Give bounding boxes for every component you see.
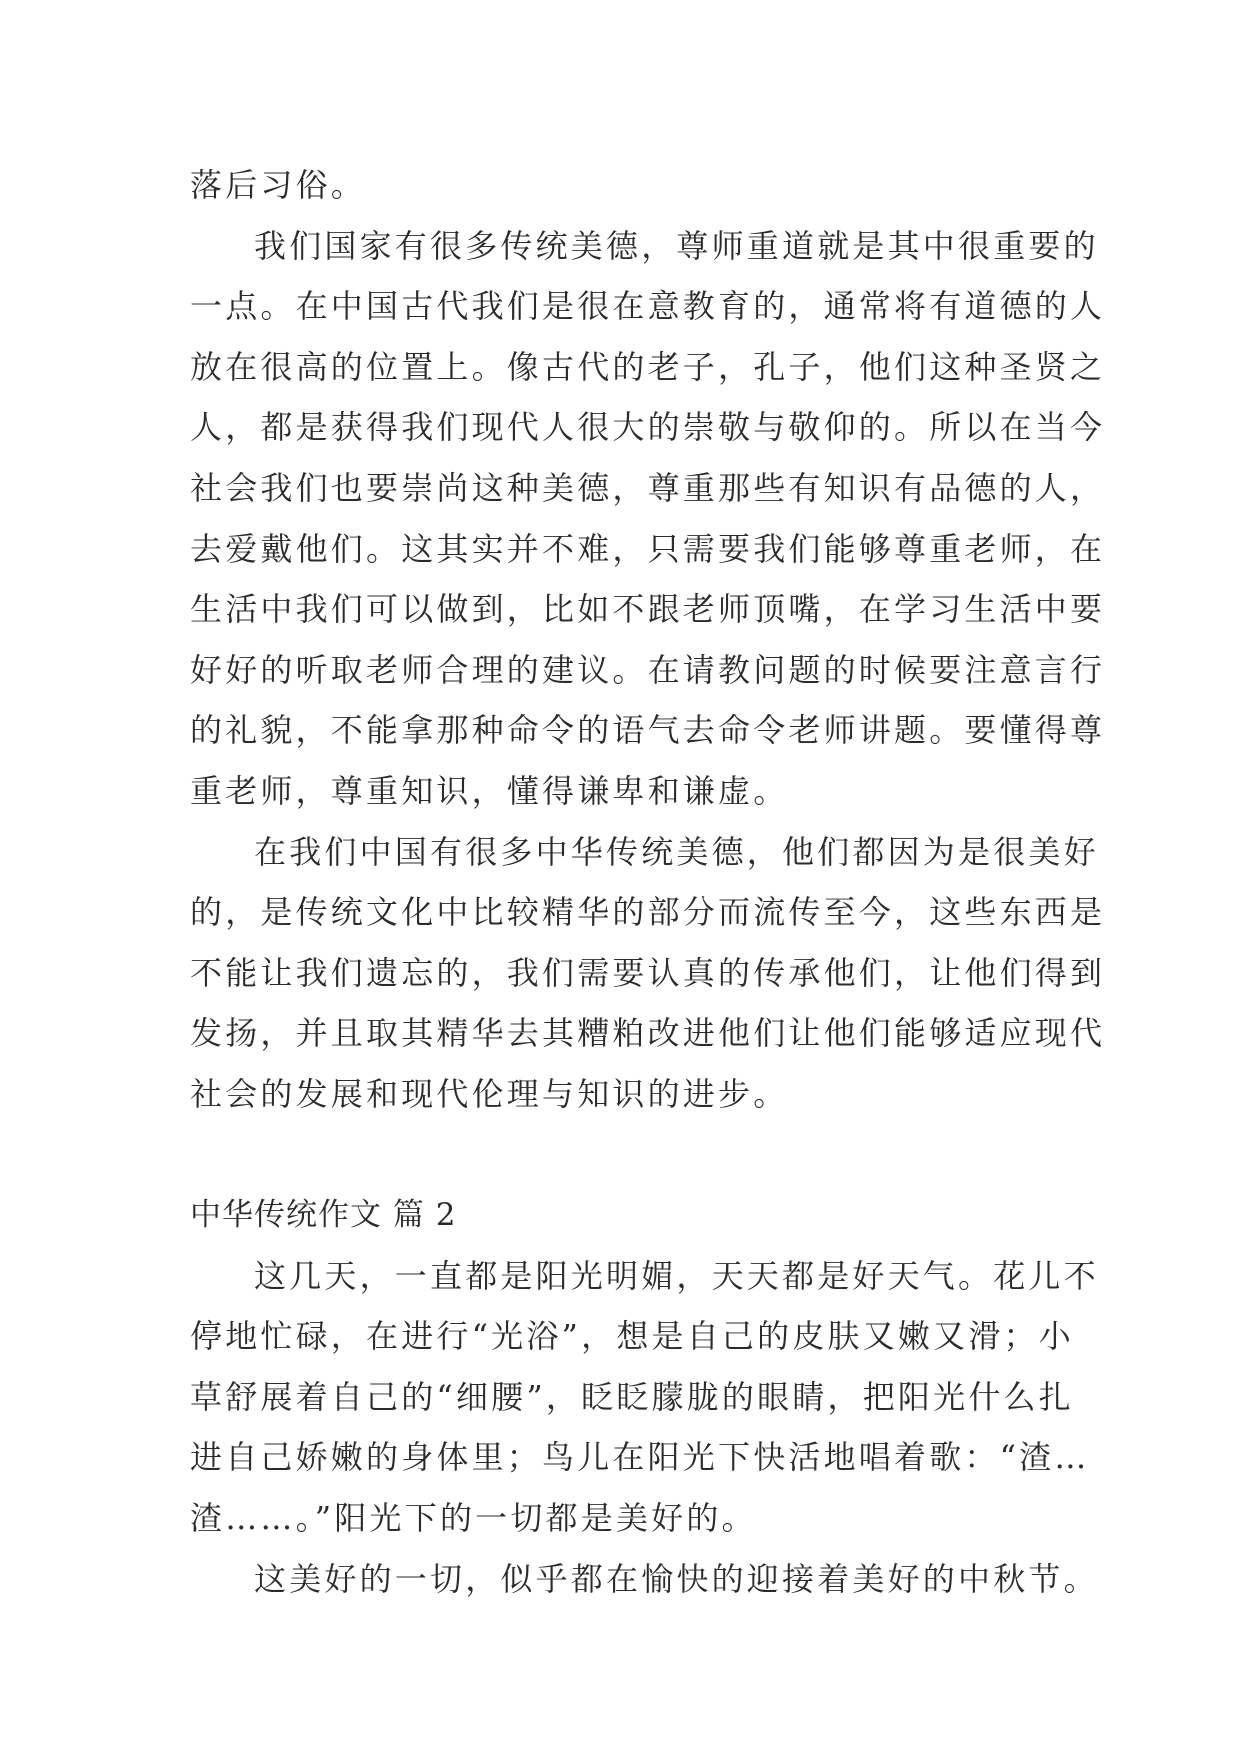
text-line: 我们国家有很多传统美德，尊师重道就是其中很重要的 bbox=[254, 226, 1099, 265]
text-line: 重老师，尊重知识，懂得谦卑和谦虚。 bbox=[190, 771, 789, 810]
text-line: 渣……。”阳光下的一切都是美好的。 bbox=[190, 1499, 757, 1538]
document-body bbox=[190, 155, 1106, 1609]
paragraph-sunshine bbox=[190, 1246, 1099, 1549]
text-line: 好好的听取老师合理的建议。在请教问题的时候要注意言行 bbox=[190, 650, 1106, 689]
text-line: 的，是传统文化中比较精华的部分而流传至今，这些东西是 bbox=[190, 893, 1106, 932]
text-line: 生活中我们可以做到，比如不跟老师顶嘴，在学习生活中要 bbox=[190, 590, 1106, 629]
text-line: 停地忙碌，在进行“光浴”，想是自己的皮肤又嫩又滑；小 bbox=[190, 1317, 1074, 1356]
paragraph-traditional-virtues bbox=[190, 822, 1106, 1125]
text-line: 进自己娇嫩的身体里；鸟儿在阳光下快活地唱着歌：“渣… bbox=[190, 1438, 1090, 1477]
text-line: 在我们中国有很多中华传统美德，他们都因为是很美好 bbox=[254, 832, 1099, 871]
text-line: 去爱戴他们。这其实并不难，只需要我们能够尊重老师，在 bbox=[190, 529, 1106, 568]
text-line: 一点。在中国古代我们是很在意教育的，通常将有道德的人 bbox=[190, 287, 1106, 326]
text-line: 发扬，并且取其精华去其糟粕改进他们让他们能够适应现代 bbox=[190, 1014, 1106, 1053]
section-heading: 中华传统作文 篇 2 bbox=[190, 1197, 457, 1234]
text-line: 社会我们也要崇尚这种美德，尊重那些有知识有品德的人， bbox=[190, 468, 1106, 507]
text-line: 落后习俗。 bbox=[190, 166, 367, 204]
section-spacer bbox=[190, 1125, 1070, 1186]
text-line: 社会的发展和现代伦理与知识的进步。 bbox=[190, 1074, 789, 1113]
text-line: 这美好的一切，似乎都在愉快的迎接着美好的中秋节。 bbox=[254, 1559, 1099, 1598]
text-line: 这几天，一直都是阳光明媚，天天都是好天气。花儿不 bbox=[254, 1256, 1099, 1295]
text-line: 草舒展着自己的“细腰”，眨眨朦胧的眼睛，把阳光什么扎 bbox=[190, 1377, 1074, 1416]
text-line: 的礼貌，不能拿那种命令的语气去命令老师讲题。要懂得尊 bbox=[190, 711, 1106, 750]
text-line: 不能让我们遗忘的，我们需要认真的传承他们，让他们得到 bbox=[190, 953, 1106, 992]
paragraph-mid-autumn bbox=[190, 1549, 1099, 1610]
text-line: 人，都是获得我们现代人很大的崇敬与敬仰的。所以在当今 bbox=[190, 408, 1106, 447]
paragraph-continuation bbox=[190, 155, 1070, 216]
text-line: 放在很高的位置上。像古代的老子，孔子，他们这种圣贤之 bbox=[190, 347, 1106, 386]
paragraph-respect-teachers bbox=[190, 216, 1106, 822]
